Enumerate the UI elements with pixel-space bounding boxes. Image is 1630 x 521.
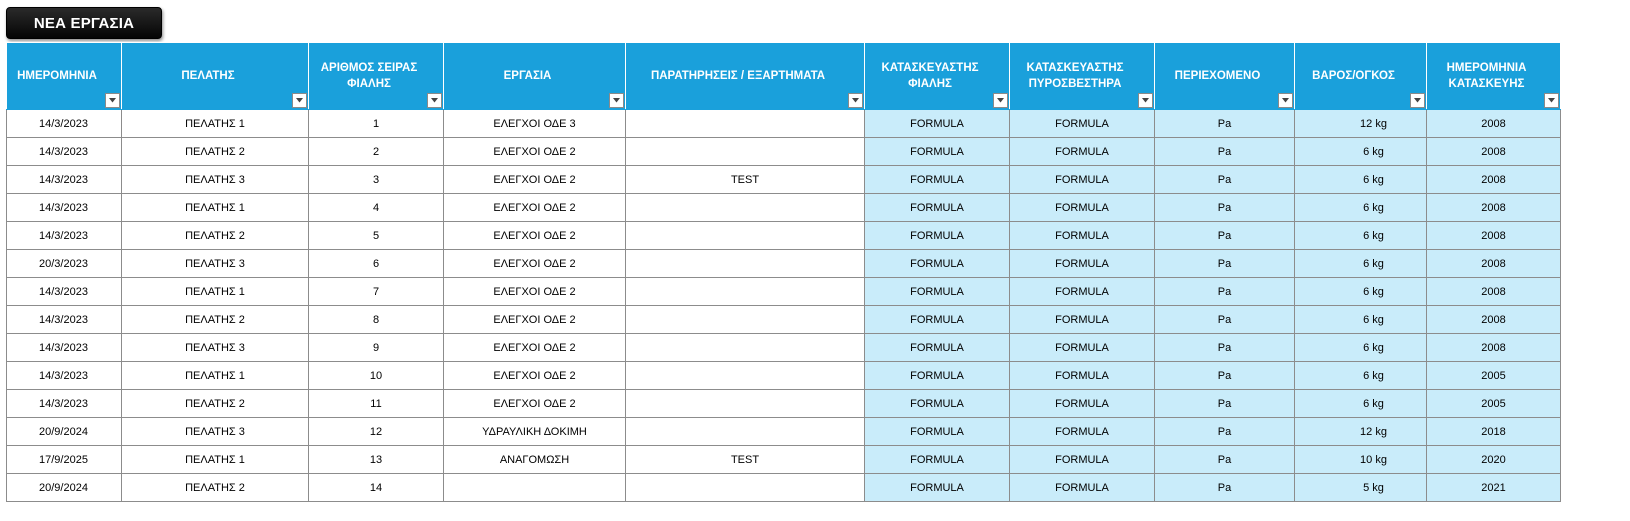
cell-customer[interactable]: ΠΕΛΑΤΗΣ 3 xyxy=(122,418,309,446)
cell-date[interactable]: 14/3/2023 xyxy=(7,390,122,418)
cell-content[interactable]: Pa xyxy=(1155,138,1295,166)
column-header-label: ΕΡΓΑΣΙΑ xyxy=(503,70,552,82)
table-row xyxy=(7,166,1561,194)
cell-serial-number[interactable]: 10 xyxy=(309,362,444,390)
table-body xyxy=(7,110,1561,502)
cell-weight[interactable]: 12 kg xyxy=(1295,418,1427,446)
column-header-customer xyxy=(122,43,309,110)
cell-cylinder-manufacturer[interactable]: FORMULA xyxy=(865,418,1010,446)
cell-cylinder-manufacturer[interactable]: FORMULA xyxy=(865,250,1010,278)
cell-date[interactable]: 14/3/2023 xyxy=(7,278,122,306)
cell-cylinder-manufacturer[interactable]: FORMULA xyxy=(865,306,1010,334)
column-header-content xyxy=(1155,43,1295,110)
cell-customer[interactable]: ΠΕΛΑΤΗΣ 2 xyxy=(122,474,309,502)
dropdown-arrow-icon xyxy=(1414,98,1421,103)
cell-date[interactable]: 14/3/2023 xyxy=(7,194,122,222)
cell-task[interactable]: ΕΛΕΓΧΟΙ ΟΔΕ 2 xyxy=(444,222,626,250)
dropdown-arrow-icon xyxy=(997,98,1004,103)
cell-extinguisher-manufacturer[interactable]: FORMULA xyxy=(1010,334,1155,362)
cell-weight[interactable]: 5 kg xyxy=(1295,474,1427,502)
cell-extinguisher-manufacturer[interactable]: FORMULA xyxy=(1010,138,1155,166)
cell-notes[interactable] xyxy=(626,418,865,446)
cell-content[interactable]: Pa xyxy=(1155,166,1295,194)
cell-notes[interactable] xyxy=(626,278,865,306)
cell-cylinder-manufacturer[interactable]: FORMULA xyxy=(865,474,1010,502)
table-row xyxy=(7,306,1561,334)
column-header-task xyxy=(444,43,626,110)
column-header-weight xyxy=(1295,43,1427,110)
cell-notes[interactable]: TEST xyxy=(626,446,865,474)
cell-customer[interactable]: ΠΕΛΑΤΗΣ 1 xyxy=(122,362,309,390)
table-header xyxy=(7,43,1561,110)
cell-customer[interactable]: ΠΕΛΑΤΗΣ 3 xyxy=(122,166,309,194)
column-header-label: ΠΕΡΙΕΧΟΜΕΝΟ xyxy=(1174,70,1261,82)
table-row xyxy=(7,474,1561,502)
new-task-button[interactable]: ΝΕΑ ΕΡΓΑΣΙΑ xyxy=(6,7,162,39)
cell-date[interactable]: 17/9/2025 xyxy=(7,446,122,474)
filter-dropdown-button[interactable] xyxy=(427,93,442,108)
table-row xyxy=(7,362,1561,390)
cell-task[interactable]: ΕΛΕΓΧΟΙ ΟΔΕ 2 xyxy=(444,250,626,278)
cell-manufacture-date[interactable]: 2008 xyxy=(1427,194,1561,222)
cell-serial-number[interactable]: 11 xyxy=(309,390,444,418)
cell-cylinder-manufacturer[interactable]: FORMULA xyxy=(865,194,1010,222)
table-row xyxy=(7,446,1561,474)
cell-date[interactable]: 14/3/2023 xyxy=(7,306,122,334)
cell-customer[interactable]: ΠΕΛΑΤΗΣ 3 xyxy=(122,334,309,362)
cell-task[interactable] xyxy=(444,474,626,502)
cell-customer[interactable]: ΠΕΛΑΤΗΣ 1 xyxy=(122,278,309,306)
cell-task[interactable]: ΕΛΕΓΧΟΙ ΟΔΕ 3 xyxy=(444,110,626,138)
cell-cylinder-manufacturer[interactable]: FORMULA xyxy=(865,390,1010,418)
dropdown-arrow-icon xyxy=(109,98,116,103)
cell-weight[interactable]: 6 kg xyxy=(1295,334,1427,362)
column-header-date xyxy=(7,43,122,110)
cell-serial-number[interactable]: 3 xyxy=(309,166,444,194)
cell-weight[interactable]: 6 kg xyxy=(1295,306,1427,334)
cell-task[interactable]: ΕΛΕΓΧΟΙ ΟΔΕ 2 xyxy=(444,278,626,306)
cell-serial-number[interactable]: 13 xyxy=(309,446,444,474)
cell-manufacture-date[interactable]: 2008 xyxy=(1427,138,1561,166)
cell-serial-number[interactable]: 8 xyxy=(309,306,444,334)
cell-task[interactable]: ΕΛΕΓΧΟΙ ΟΔΕ 2 xyxy=(444,390,626,418)
filter-dropdown-button[interactable] xyxy=(848,93,863,108)
cell-notes[interactable] xyxy=(626,138,865,166)
cell-weight[interactable]: 6 kg xyxy=(1295,138,1427,166)
cell-manufacture-date[interactable]: 2005 xyxy=(1427,362,1561,390)
cell-customer[interactable]: ΠΕΛΑΤΗΣ 2 xyxy=(122,390,309,418)
cell-content[interactable]: Pa xyxy=(1155,222,1295,250)
table-row xyxy=(7,250,1561,278)
cell-weight[interactable]: 6 kg xyxy=(1295,166,1427,194)
cell-content[interactable]: Pa xyxy=(1155,390,1295,418)
cell-serial-number[interactable]: 1 xyxy=(309,110,444,138)
cell-notes[interactable] xyxy=(626,110,865,138)
header-row xyxy=(7,43,1561,110)
column-header-notes xyxy=(626,43,865,110)
cell-cylinder-manufacturer[interactable]: FORMULA xyxy=(865,446,1010,474)
column-header-label: ΚΑΤΑΣΚΕΥΑΣΤΗΣ ΠΥΡΟΣΒΕΣΤΗΡΑ xyxy=(1026,62,1124,90)
table-row xyxy=(7,418,1561,446)
cell-cylinder-manufacturer[interactable]: FORMULA xyxy=(865,166,1010,194)
table-row xyxy=(7,278,1561,306)
cell-extinguisher-manufacturer[interactable]: FORMULA xyxy=(1010,446,1155,474)
cell-date[interactable]: 20/3/2023 xyxy=(7,250,122,278)
cell-extinguisher-manufacturer[interactable]: FORMULA xyxy=(1010,110,1155,138)
cell-serial-number[interactable]: 12 xyxy=(309,418,444,446)
column-header-label: ΚΑΤΑΣΚΕΥΑΣΤΗΣ ΦΙΑΛΗΣ xyxy=(881,62,979,90)
cell-date[interactable]: 14/3/2023 xyxy=(7,110,122,138)
cell-weight[interactable]: 12 kg xyxy=(1295,110,1427,138)
filter-dropdown-button[interactable] xyxy=(993,93,1008,108)
cell-notes[interactable] xyxy=(626,194,865,222)
cell-extinguisher-manufacturer[interactable]: FORMULA xyxy=(1010,418,1155,446)
cell-weight[interactable]: 6 kg xyxy=(1295,250,1427,278)
table-row xyxy=(7,390,1561,418)
cell-notes[interactable] xyxy=(626,390,865,418)
cell-content[interactable]: Pa xyxy=(1155,418,1295,446)
cell-extinguisher-manufacturer[interactable]: FORMULA xyxy=(1010,306,1155,334)
dropdown-arrow-icon xyxy=(1548,98,1555,103)
table-row xyxy=(7,110,1561,138)
cell-date[interactable]: 14/3/2023 xyxy=(7,138,122,166)
cell-content[interactable]: Pa xyxy=(1155,110,1295,138)
cell-extinguisher-manufacturer[interactable]: FORMULA xyxy=(1010,222,1155,250)
cell-manufacture-date[interactable]: 2005 xyxy=(1427,390,1561,418)
cell-date[interactable]: 20/9/2024 xyxy=(7,474,122,502)
filter-dropdown-button[interactable] xyxy=(105,93,120,108)
filter-dropdown-button[interactable] xyxy=(1138,93,1153,108)
cell-manufacture-date[interactable]: 2008 xyxy=(1427,110,1561,138)
table-row xyxy=(7,138,1561,166)
cell-date[interactable]: 14/3/2023 xyxy=(7,334,122,362)
cell-content[interactable]: Pa xyxy=(1155,278,1295,306)
column-header-label: ΠΕΛΑΤΗΣ xyxy=(181,70,235,82)
cell-notes[interactable] xyxy=(626,362,865,390)
cell-cylinder-manufacturer[interactable]: FORMULA xyxy=(865,278,1010,306)
filter-dropdown-button[interactable] xyxy=(1278,93,1293,108)
cell-content[interactable]: Pa xyxy=(1155,250,1295,278)
cell-notes[interactable] xyxy=(626,222,865,250)
column-header-manufacture-date xyxy=(1427,43,1561,110)
cell-content[interactable]: Pa xyxy=(1155,474,1295,502)
cell-extinguisher-manufacturer[interactable]: FORMULA xyxy=(1010,362,1155,390)
cell-serial-number[interactable]: 2 xyxy=(309,138,444,166)
cell-manufacture-date[interactable]: 2018 xyxy=(1427,418,1561,446)
cell-task[interactable]: ΕΛΕΓΧΟΙ ΟΔΕ 2 xyxy=(444,362,626,390)
column-header-label: ΑΡΙΘΜΟΣ ΣΕΙΡΑΣ ΦΙΑΛΗΣ xyxy=(320,62,418,90)
column-header-label: ΗΜΕΡΟΜΗΝΙΑ xyxy=(17,70,97,82)
cell-manufacture-date[interactable]: 2020 xyxy=(1427,446,1561,474)
cell-serial-number[interactable]: 9 xyxy=(309,334,444,362)
table-row xyxy=(7,334,1561,362)
cell-notes[interactable]: TEST xyxy=(626,166,865,194)
filter-dropdown-button[interactable] xyxy=(292,93,307,108)
column-header-extinguisher-manufacturer xyxy=(1010,43,1155,110)
cell-manufacture-date[interactable]: 2008 xyxy=(1427,166,1561,194)
cell-serial-number[interactable]: 5 xyxy=(309,222,444,250)
cell-weight[interactable]: 6 kg xyxy=(1295,362,1427,390)
cell-content[interactable]: Pa xyxy=(1155,306,1295,334)
cell-notes[interactable] xyxy=(626,334,865,362)
cell-manufacture-date[interactable]: 2008 xyxy=(1427,222,1561,250)
cell-content[interactable]: Pa xyxy=(1155,446,1295,474)
cell-cylinder-manufacturer[interactable]: FORMULA xyxy=(865,334,1010,362)
cell-date[interactable]: 14/3/2023 xyxy=(7,166,122,194)
filter-dropdown-button[interactable] xyxy=(1410,93,1425,108)
column-header-serial-number xyxy=(309,43,444,110)
cell-content[interactable]: Pa xyxy=(1155,334,1295,362)
cell-customer[interactable]: ΠΕΛΑΤΗΣ 2 xyxy=(122,138,309,166)
cell-task[interactable]: ΕΛΕΓΧΟΙ ΟΔΕ 2 xyxy=(444,166,626,194)
dropdown-arrow-icon xyxy=(431,98,438,103)
cell-weight[interactable]: 6 kg xyxy=(1295,222,1427,250)
dropdown-arrow-icon xyxy=(1142,98,1149,103)
tasks-table xyxy=(6,42,1561,502)
cell-customer[interactable]: ΠΕΛΑΤΗΣ 2 xyxy=(122,306,309,334)
cell-weight[interactable]: 10 kg xyxy=(1295,446,1427,474)
cell-cylinder-manufacturer[interactable]: FORMULA xyxy=(865,222,1010,250)
cell-date[interactable]: 20/9/2024 xyxy=(7,418,122,446)
filter-dropdown-button[interactable] xyxy=(1544,93,1559,108)
column-header-label: ΒΑΡΟΣ/ΟΓΚΟΣ xyxy=(1312,70,1395,82)
cell-customer[interactable]: ΠΕΛΑΤΗΣ 1 xyxy=(122,446,309,474)
cell-date[interactable]: 14/3/2023 xyxy=(7,222,122,250)
dropdown-arrow-icon xyxy=(852,98,859,103)
cell-manufacture-date[interactable]: 2021 xyxy=(1427,474,1561,502)
cell-extinguisher-manufacturer[interactable]: FORMULA xyxy=(1010,278,1155,306)
table-row xyxy=(7,222,1561,250)
dropdown-arrow-icon xyxy=(296,98,303,103)
cell-task[interactable]: ΕΛΕΓΧΟΙ ΟΔΕ 2 xyxy=(444,194,626,222)
cell-serial-number[interactable]: 6 xyxy=(309,250,444,278)
cell-cylinder-manufacturer[interactable]: FORMULA xyxy=(865,362,1010,390)
cell-serial-number[interactable]: 4 xyxy=(309,194,444,222)
dropdown-arrow-icon xyxy=(613,98,620,103)
filter-dropdown-button[interactable] xyxy=(609,93,624,108)
column-header-label: ΗΜΕΡΟΜΗΝΙΑ ΚΑΤΑΣΚΕΥΗΣ xyxy=(1446,62,1527,90)
cell-notes[interactable] xyxy=(626,474,865,502)
cell-manufacture-date[interactable]: 2008 xyxy=(1427,306,1561,334)
cell-cylinder-manufacturer[interactable]: FORMULA xyxy=(865,110,1010,138)
cell-customer[interactable]: ΠΕΛΑΤΗΣ 1 xyxy=(122,110,309,138)
cell-customer[interactable]: ΠΕΛΑΤΗΣ 1 xyxy=(122,194,309,222)
cell-date[interactable]: 14/3/2023 xyxy=(7,362,122,390)
cell-content[interactable]: Pa xyxy=(1155,362,1295,390)
cell-serial-number[interactable]: 7 xyxy=(309,278,444,306)
cell-manufacture-date[interactable]: 2008 xyxy=(1427,334,1561,362)
cell-task[interactable]: ΥΔΡΑΥΛΙΚΗ ΔΟΚΙΜΗ xyxy=(444,418,626,446)
cell-task[interactable]: ΕΛΕΓΧΟΙ ΟΔΕ 2 xyxy=(444,306,626,334)
cell-weight[interactable]: 6 kg xyxy=(1295,390,1427,418)
column-header-label: ΠΑΡΑΤΗΡΗΣΕΙΣ / ΕΞΑΡΤΗΜΑΤΑ xyxy=(650,70,826,82)
table-row xyxy=(7,194,1561,222)
cell-notes[interactable] xyxy=(626,306,865,334)
cell-manufacture-date[interactable]: 2008 xyxy=(1427,278,1561,306)
column-header-cylinder-manufacturer xyxy=(865,43,1010,110)
cell-serial-number[interactable]: 14 xyxy=(309,474,444,502)
cell-extinguisher-manufacturer[interactable]: FORMULA xyxy=(1010,166,1155,194)
cell-weight[interactable]: 6 kg xyxy=(1295,278,1427,306)
cell-extinguisher-manufacturer[interactable]: FORMULA xyxy=(1010,250,1155,278)
cell-weight[interactable]: 6 kg xyxy=(1295,194,1427,222)
cell-task[interactable]: ΕΛΕΓΧΟΙ ΟΔΕ 2 xyxy=(444,138,626,166)
cell-task[interactable]: ΕΛΕΓΧΟΙ ΟΔΕ 2 xyxy=(444,334,626,362)
cell-task[interactable]: ΑΝΑΓΟΜΩΣΗ xyxy=(444,446,626,474)
cell-content[interactable]: Pa xyxy=(1155,194,1295,222)
dropdown-arrow-icon xyxy=(1282,98,1289,103)
cell-customer[interactable]: ΠΕΛΑΤΗΣ 2 xyxy=(122,222,309,250)
cell-cylinder-manufacturer[interactable]: FORMULA xyxy=(865,138,1010,166)
cell-extinguisher-manufacturer[interactable]: FORMULA xyxy=(1010,474,1155,502)
cell-notes[interactable] xyxy=(626,250,865,278)
cell-manufacture-date[interactable]: 2008 xyxy=(1427,250,1561,278)
cell-extinguisher-manufacturer[interactable]: FORMULA xyxy=(1010,390,1155,418)
cell-customer[interactable]: ΠΕΛΑΤΗΣ 3 xyxy=(122,250,309,278)
cell-extinguisher-manufacturer[interactable]: FORMULA xyxy=(1010,194,1155,222)
